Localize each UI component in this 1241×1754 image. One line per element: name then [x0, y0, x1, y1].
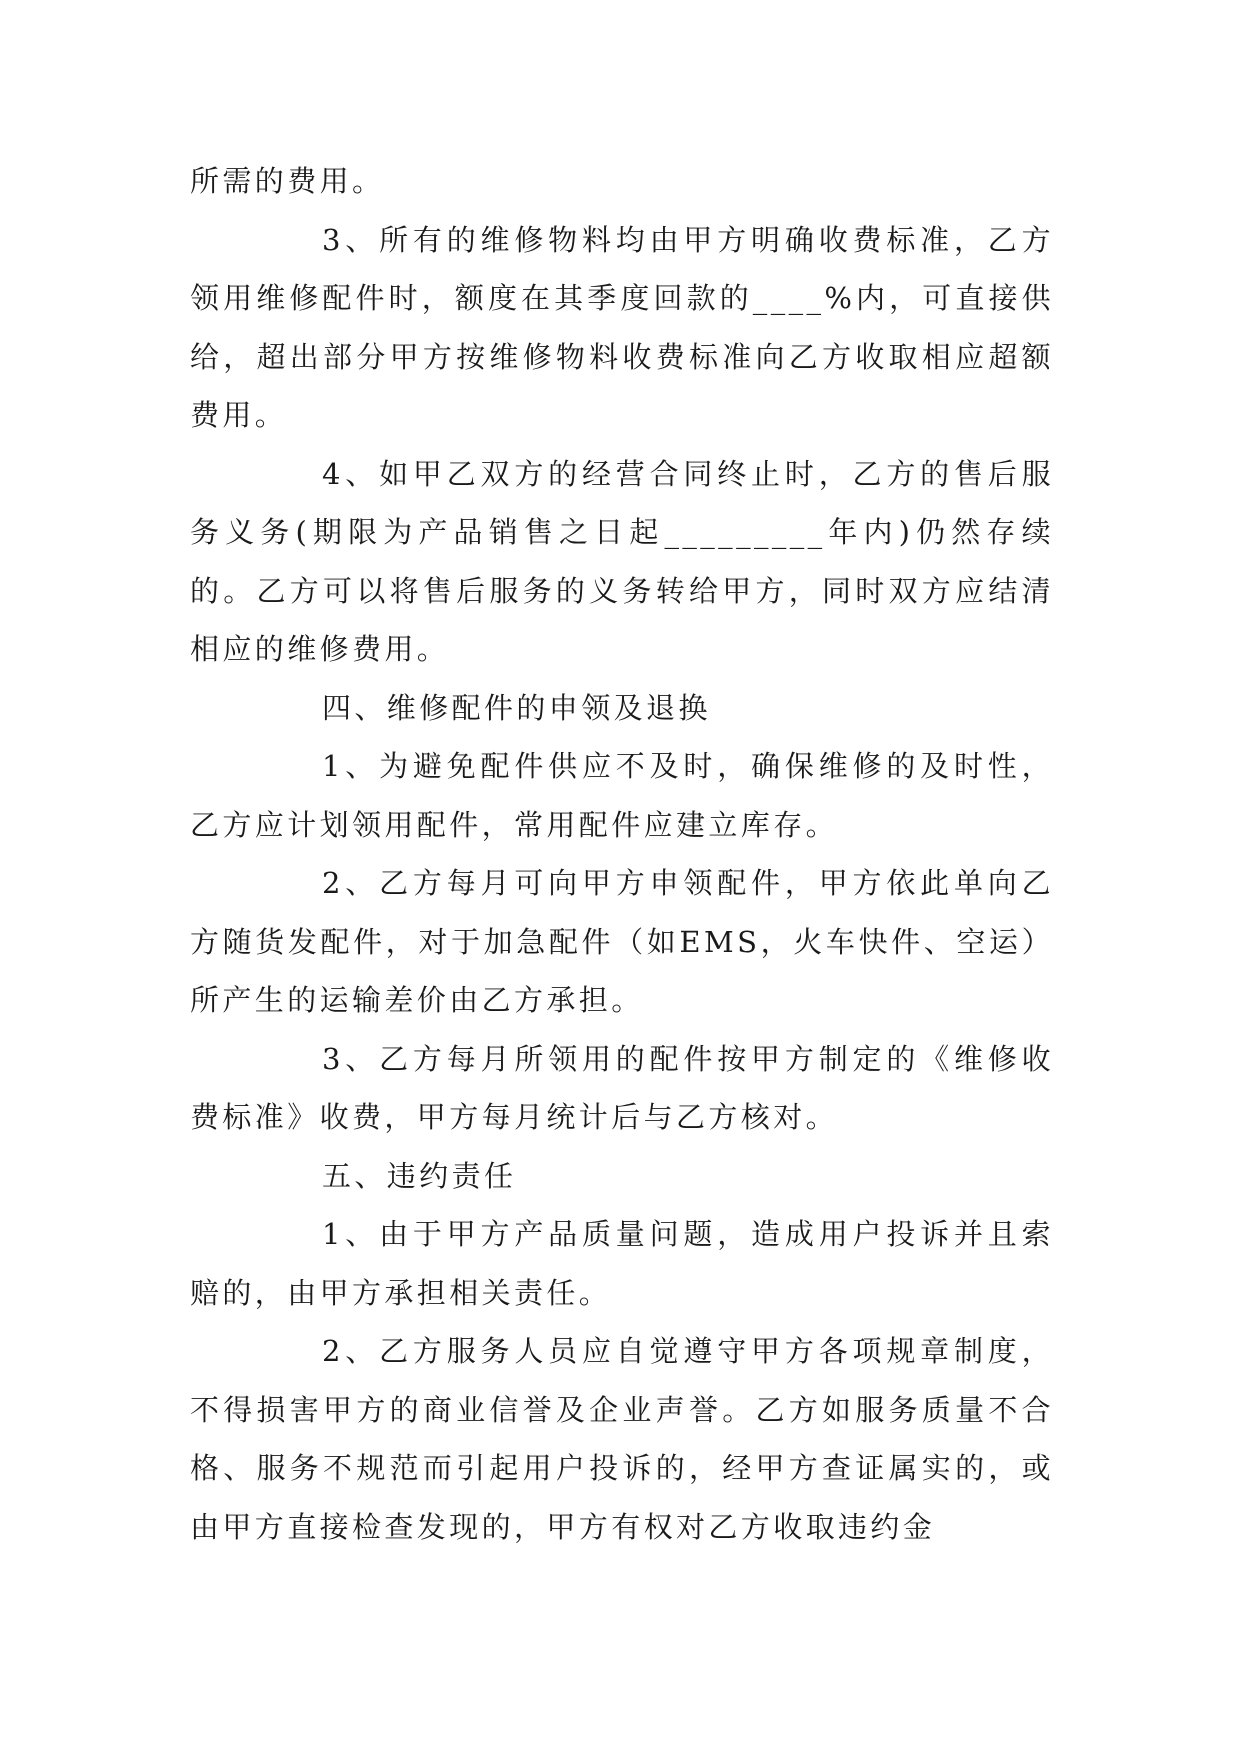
paragraph-parts-clause-2: 2、乙方每月可向甲方申领配件，甲方依此单向乙方随货发配件，对于加急配件（如EMS，火车快件、空运）所产生的运输差价由乙方承担。 — [190, 866, 1054, 1017]
section-heading-parts: 四、维修配件的申领及退换 — [322, 690, 711, 725]
paragraph-liability-clause-1: 1、由于甲方产品质量问题，造成用户投诉并且索赔的，由甲方承担相关责任。 — [190, 1217, 1054, 1310]
paragraph-continuation: 所需的费用。 — [190, 164, 385, 198]
paragraph-parts-clause-1: 1、为避免配件供应不及时，确保维修的及时性，乙方应计划领用配件，常用配件应建立库存。 — [190, 749, 1054, 842]
paragraph-clause-4-termination: 4、如甲乙双方的经营合同终止时，乙方的售后服务义务(期限为产品销售之日起_________年内)仍然存续的。乙方可以将售后服务的义务转给甲方，同时双方应结清相应的维修费用。 — [190, 456, 1054, 666]
paragraph-liability-clause-2: 2、乙方服务人员应自觉遵守甲方各项规章制度，不得损害甲方的商业信誉及企业声誉。乙方如服务质量不合格、服务不规范而引起用户投诉的，经甲方查证属实的，或由甲方直接检查发现的，甲方有权对乙方收取违约金 — [190, 1334, 1054, 1544]
paragraph-clause-3-materials: 3、所有的维修物料均由甲方明确收费标准，乙方领用维修配件时，额度在其季度回款的____%内，可直接供给，超出部分甲方按维修物料收费标准向乙方收取相应超额费用。 — [190, 222, 1054, 432]
paragraph-parts-clause-3: 3、乙方每月所领用的配件按甲方制定的《维修收费标准》收费，甲方每月统计后与乙方核对。 — [190, 1041, 1054, 1134]
document-body — [190, 152, 1054, 1556]
section-heading-liability: 五、违约责任 — [322, 1158, 517, 1193]
